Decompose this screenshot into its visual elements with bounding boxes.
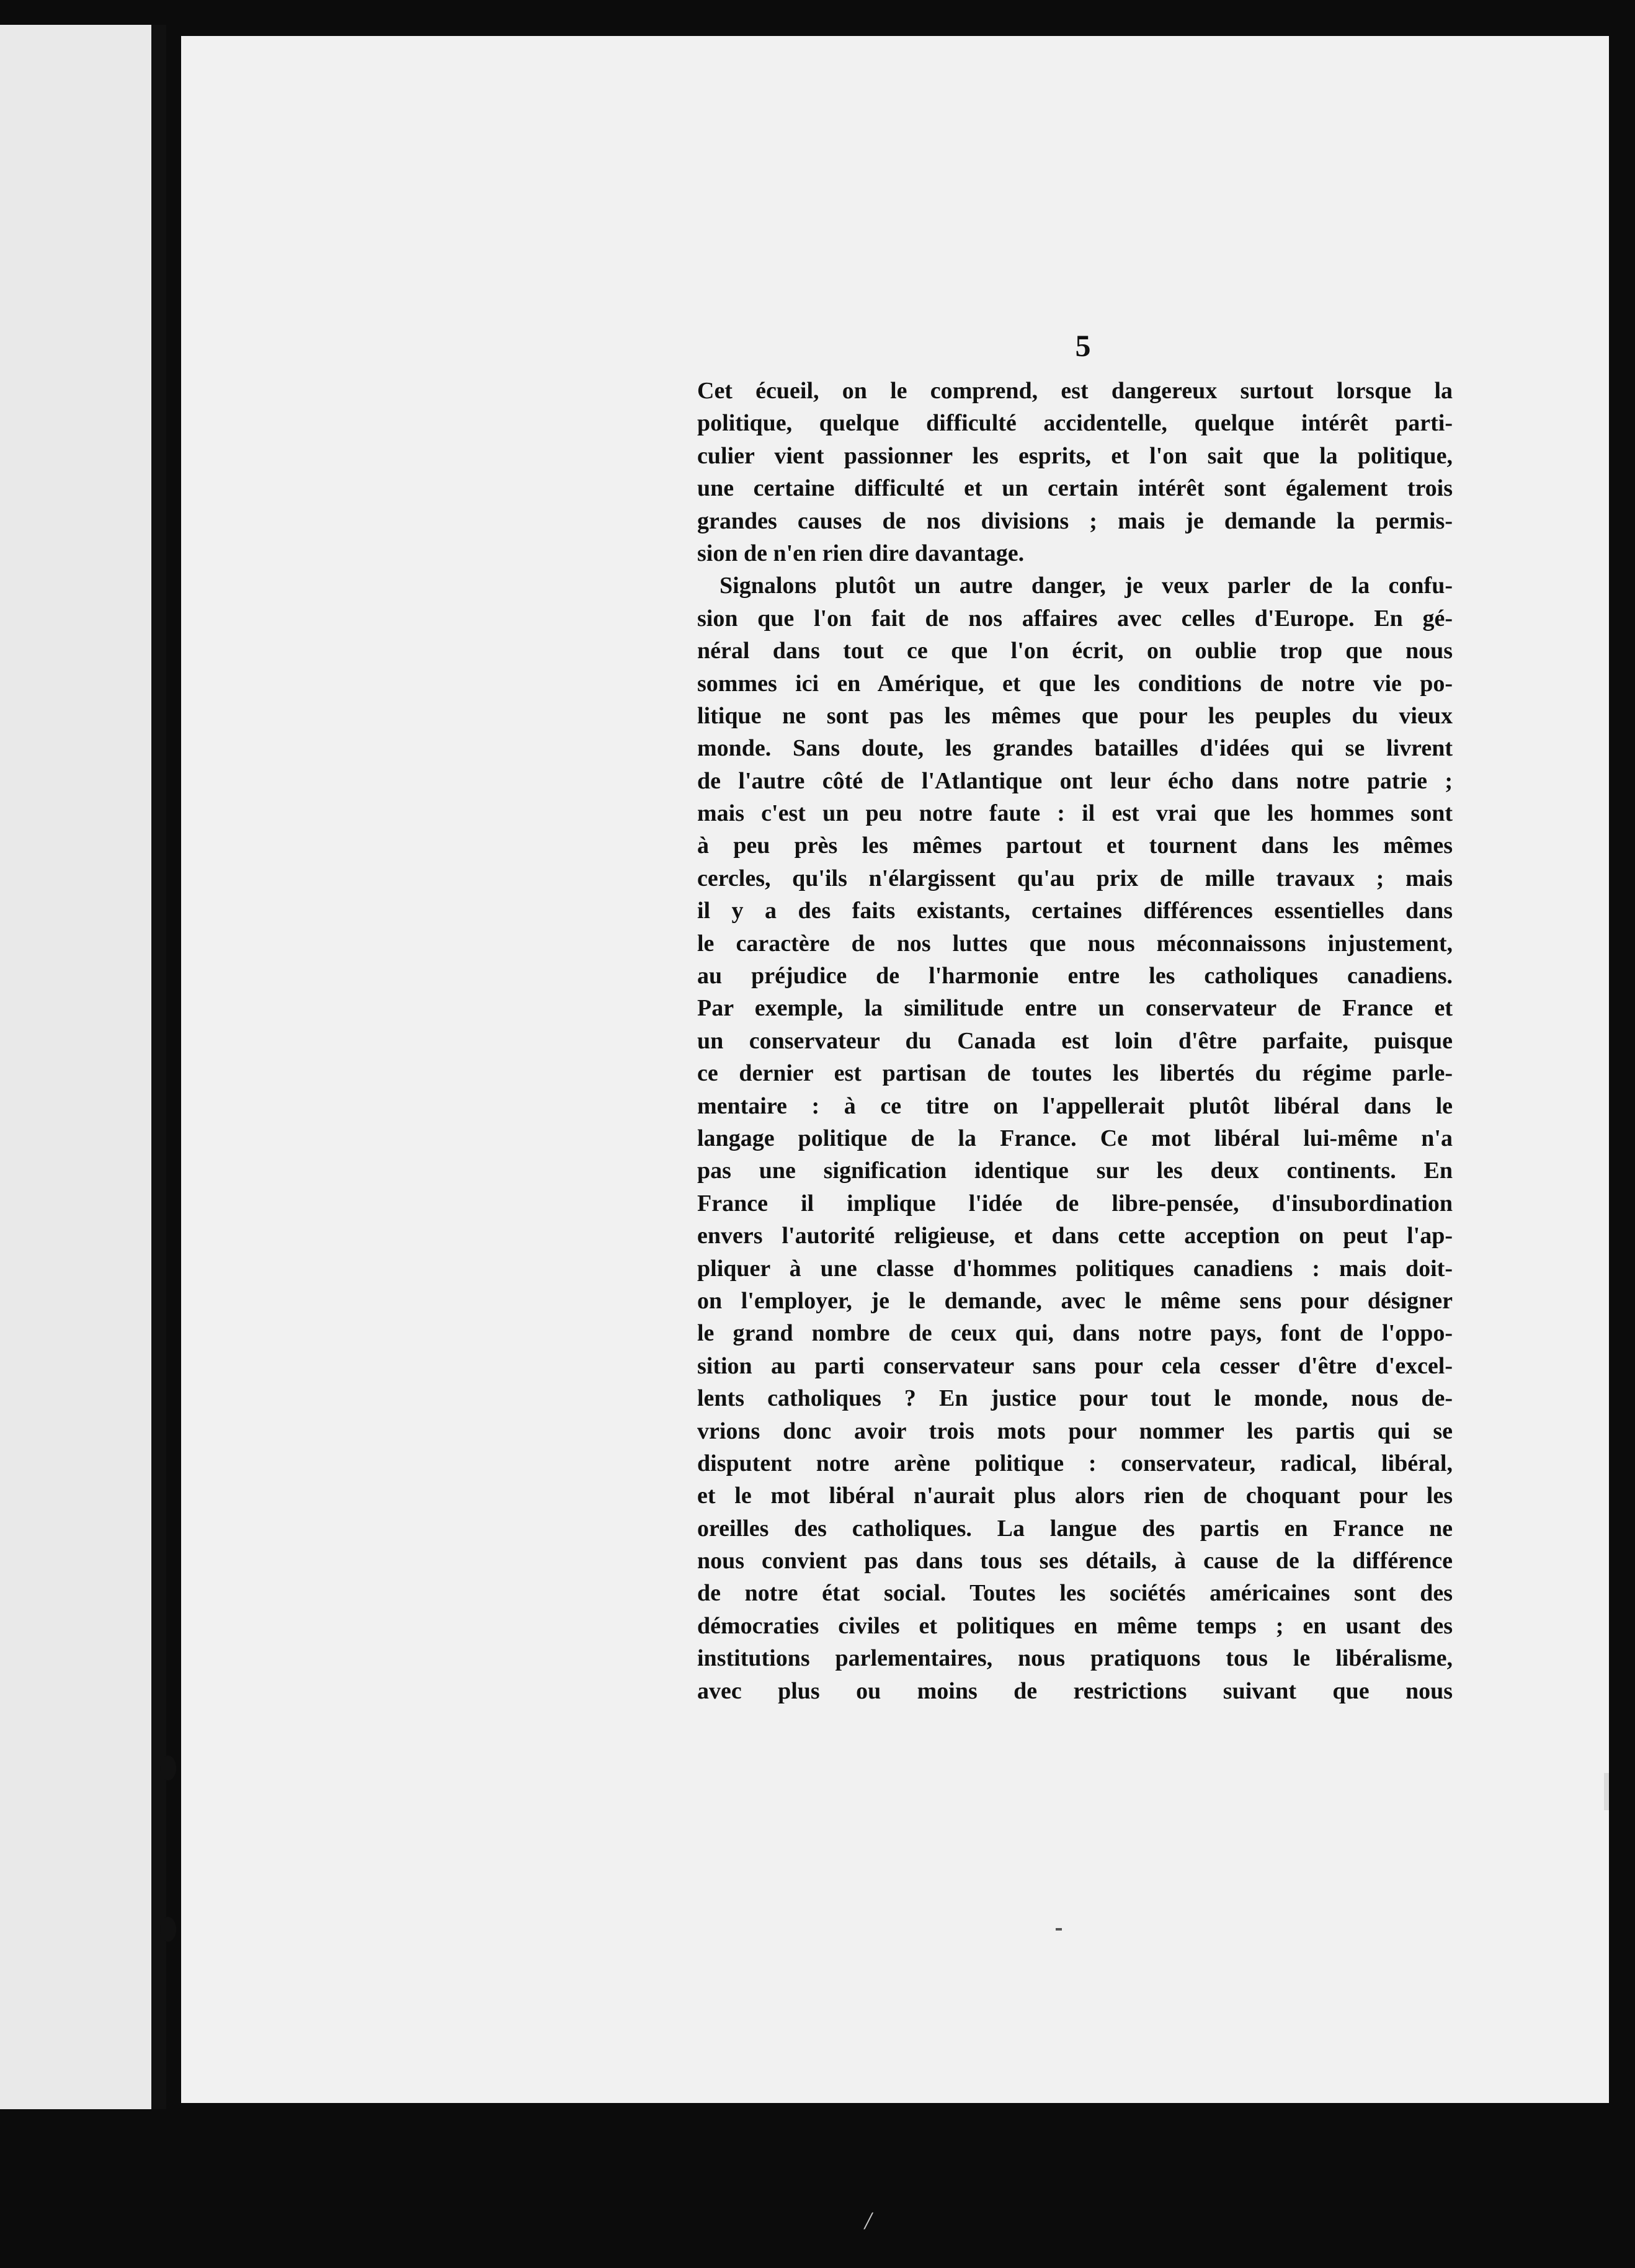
book-spine [151,25,166,2109]
text-line: sition au parti conservateur sans pour cela cesser d'être d'excel- [697,1352,1453,1379]
text-line: de l'autre côté de l'Atlantique ont leur écho dans notre patrie ; [697,767,1453,794]
text-line: un conservateur du Canada est loin d'être parfaite, puisque [697,1027,1453,1054]
text-line: et le mot libéral n'aurait plus alors rien de choquant pour les [697,1483,1453,1509]
text-line: politique, quelque difficulté accidentelle, quelque intérêt parti- [697,410,1453,437]
text-line: pas une signification identique sur les deux continents. En [697,1158,1453,1184]
text-line: à peu près les mêmes partout et tournent dans les mêmes [697,833,1453,859]
binding-notch [160,1756,176,1780]
text-line: sion de n'en rien dire davantage. [697,540,1025,566]
text-line: litique ne sont pas les mêmes que pour les peuples du vieux [697,702,1453,729]
previous-page-edge [0,25,166,2109]
page-number: 5 [1075,328,1091,363]
body-text [697,375,1453,1707]
text-line: grandes causes de nos divisions ; mais je demande la permis- [697,507,1453,534]
document-page [181,36,1609,2103]
text-line: disputent notre arène politique : conservateur, radical, libéral, [697,1450,1453,1476]
text-line: cercles, qu'ils n'élargissent qu'au prix de mille travaux ; mais [697,865,1453,891]
text-line: culier vient passionner les esprits, et l'on sait que la politique, [697,442,1453,469]
text-line: oreilles des catholiques. La langue des partis en France ne [697,1515,1453,1542]
text-line: ce dernier est partisan de toutes les libertés du régime parle- [697,1060,1453,1087]
text-line: le grand nombre de ceux qui, dans notre pays, font de l'oppo- [697,1320,1453,1347]
text-line: on l'employer, je le demande, avec le même sens pour désigner [697,1287,1453,1314]
text-line: avec plus ou moins de restrictions suivant que nous [697,1677,1453,1704]
text-line: monde. Sans doute, les grandes batailles d'idées qui se livrent [697,735,1453,762]
text-line: mentaire : à ce titre on l'appellerait plutôt libéral dans le [697,1092,1453,1119]
text-line: de notre état social. Toutes les sociétés américaines sont des [697,1580,1453,1607]
text-line: néral dans tout ce que l'on écrit, on oublie trop que nous [697,638,1453,664]
text-line: vrions donc avoir trois mots pour nommer les partis qui se [697,1418,1453,1444]
text-line: Cet écueil, on le comprend, est dangereux surtout lorsque la [697,378,1453,404]
binding-notch [160,1917,176,1942]
text-line: au préjudice de l'harmonie entre les catholiques canadiens. [697,963,1453,989]
text-line: démocraties civiles et politiques en même temps ; en usant des [697,1612,1453,1639]
text-line: institutions parlementaires, nous pratiquons tous le libéralisme, [697,1645,1453,1672]
text-line: envers l'autorité religieuse, et dans cette acception on peut l'ap- [697,1223,1453,1249]
text-line: nous convient pas dans tous ses détails, à cause de la différence [697,1548,1453,1574]
text-line: lents catholiques ? En justice pour tout le monde, nous de- [697,1385,1453,1412]
text-line: il y a des faits existants, certaines différences essentielles dans [697,898,1453,924]
text-line: sommes ici en Amérique, et que les conditions de notre vie po- [697,670,1453,697]
scan-mark: / [865,2207,872,2235]
text-line: France il implique l'idée de libre-pensée, d'insubordination [697,1190,1453,1217]
page-edge-mark [1604,1773,1609,1810]
text-line: langage politique de la France. Ce mot libéral lui-même n'a [697,1125,1453,1151]
text-line: une certaine difficulté et un certain intérêt sont également trois [697,475,1453,502]
text-line: pliquer à une classe d'hommes politiques canadiens : mais doit- [697,1255,1453,1282]
text-line: le caractère de nos luttes que nous méconnaissons injustement, [697,930,1453,957]
text-line: Par exemple, la similitude entre un conservateur de France et [697,995,1453,1022]
text-line: Signalons plutôt un autre danger, je veux parler de la confu- [719,573,1453,599]
text-line: mais c'est un peu notre faute : il est vrai que les hommes sont [697,800,1453,827]
scan-speck [1056,1928,1062,1931]
text-line: sion que l'on fait de nos affaires avec celles d'Europe. En gé- [697,605,1453,632]
